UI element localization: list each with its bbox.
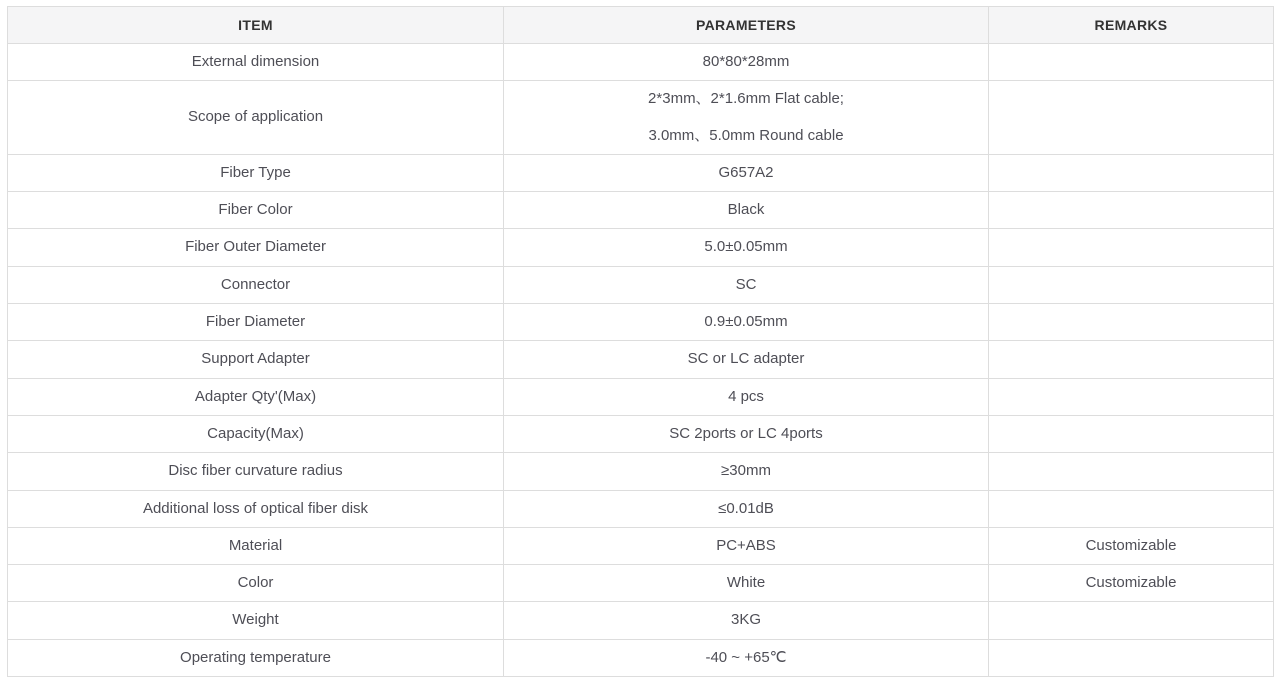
remarks-cell [989,639,1274,676]
remarks-cell [989,453,1274,490]
table-row [8,565,1274,602]
item-label: Color [237,574,274,592]
table-row [8,490,1274,527]
item-cell [8,44,504,81]
parameters-cell [504,602,989,639]
parameter-value: SC 2ports or LC 4ports [669,424,823,442]
parameter-value: ≤0.01dB [718,499,774,517]
parameter-value: 3KG [730,611,761,629]
item-cell [8,453,504,490]
parameters-cell [504,44,989,81]
remarks-cell [989,415,1274,452]
parameters-cell [504,192,989,229]
remarks-cell [989,602,1274,639]
item-cell [8,602,504,639]
parameter-value: SC [735,275,757,293]
item-label: Adapter Qty'(Max) [194,387,317,405]
item-label: Fiber Color [218,201,293,219]
parameters-cell [504,527,989,564]
item-label: Weight [232,611,279,629]
parameters-cell [504,453,989,490]
parameter-value: Black [727,201,765,219]
remarks-cell [989,304,1274,341]
item-label: External dimension [191,53,320,70]
item-cell [8,266,504,303]
column-header-remarks: REMARKS [989,7,1274,44]
item-label: Scope of application [187,108,324,126]
table-row [8,341,1274,378]
remarks-cell [989,44,1274,81]
item-cell [8,639,504,676]
parameters-cell [504,266,989,303]
table-row [8,229,1274,266]
parameters-cell [504,565,989,602]
item-cell [8,341,504,378]
table-row [8,154,1274,191]
table-row [8,378,1274,415]
item-label: Fiber Diameter [205,313,306,331]
product-spec-table [7,6,1274,677]
table-row [8,453,1274,490]
item-cell [8,304,504,341]
table-row [8,44,1274,81]
parameters-cell [504,229,989,266]
table-row [8,266,1274,303]
item-label: Capacity(Max) [207,424,304,442]
remarks-cell [989,154,1274,191]
remarks-cell [989,192,1274,229]
parameters-cell [504,490,989,527]
remarks-value: Customizable [1085,574,1177,592]
item-label: Connector [220,275,291,293]
parameter-value: 5.0±0.05mm [704,238,788,256]
item-cell [8,378,504,415]
parameter-value: 80*80*28mm [702,53,790,70]
table-row [8,415,1274,452]
header-row [8,7,1274,44]
item-cell [8,192,504,229]
item-cell [8,415,504,452]
remarks-cell [989,378,1274,415]
parameter-value: ≥30mm [721,462,771,480]
parameter-value: 2*3mm、2*1.6mm Flat cable; [648,90,844,108]
remarks-cell [989,229,1274,266]
parameters-cell [504,378,989,415]
table-row [8,192,1274,229]
column-header-item: ITEM [8,7,504,44]
item-label: Fiber Type [220,163,291,181]
parameter-value: -40 ~ +65℃ [705,648,787,666]
item-cell [8,81,504,155]
parameters-cell [504,639,989,676]
item-label: Disc fiber curvature radius [168,462,343,480]
parameters-cell [504,341,989,378]
remarks-cell [989,266,1274,303]
parameter-value: 4 pcs [728,387,764,405]
item-label: Fiber Outer Diameter [185,238,326,256]
parameter-value: 3.0mm、5.0mm Round cable [648,126,844,144]
remarks-cell [989,565,1274,602]
table-row [8,81,1274,155]
parameter-value: PC+ABS [716,536,776,554]
item-label: Operating temperature [180,648,331,666]
parameter-value: G657A2 [718,163,774,181]
item-cell [8,154,504,191]
remarks-cell [989,490,1274,527]
item-cell [8,527,504,564]
remarks-cell [989,527,1274,564]
remarks-value: Customizable [1085,536,1177,554]
item-label: Support Adapter [201,350,310,368]
parameters-cell [504,304,989,341]
parameter-value: White [726,574,766,592]
spec-table-body [8,44,1274,677]
table-row [8,602,1274,639]
remarks-cell [989,81,1274,155]
item-label: Material [228,536,283,554]
remarks-cell [989,341,1274,378]
item-cell [8,565,504,602]
table-row [8,304,1274,341]
parameter-value: SC or LC adapter [687,350,805,368]
item-cell [8,229,504,266]
parameter-value: 0.9±0.05mm [704,313,788,331]
item-label: Additional loss of optical fiber disk [142,499,369,517]
parameters-cell [504,415,989,452]
column-header-parameters: PARAMETERS [504,7,989,44]
table-row [8,639,1274,676]
table-row [8,527,1274,564]
parameters-cell [504,154,989,191]
parameters-cell [504,81,989,155]
item-cell [8,490,504,527]
